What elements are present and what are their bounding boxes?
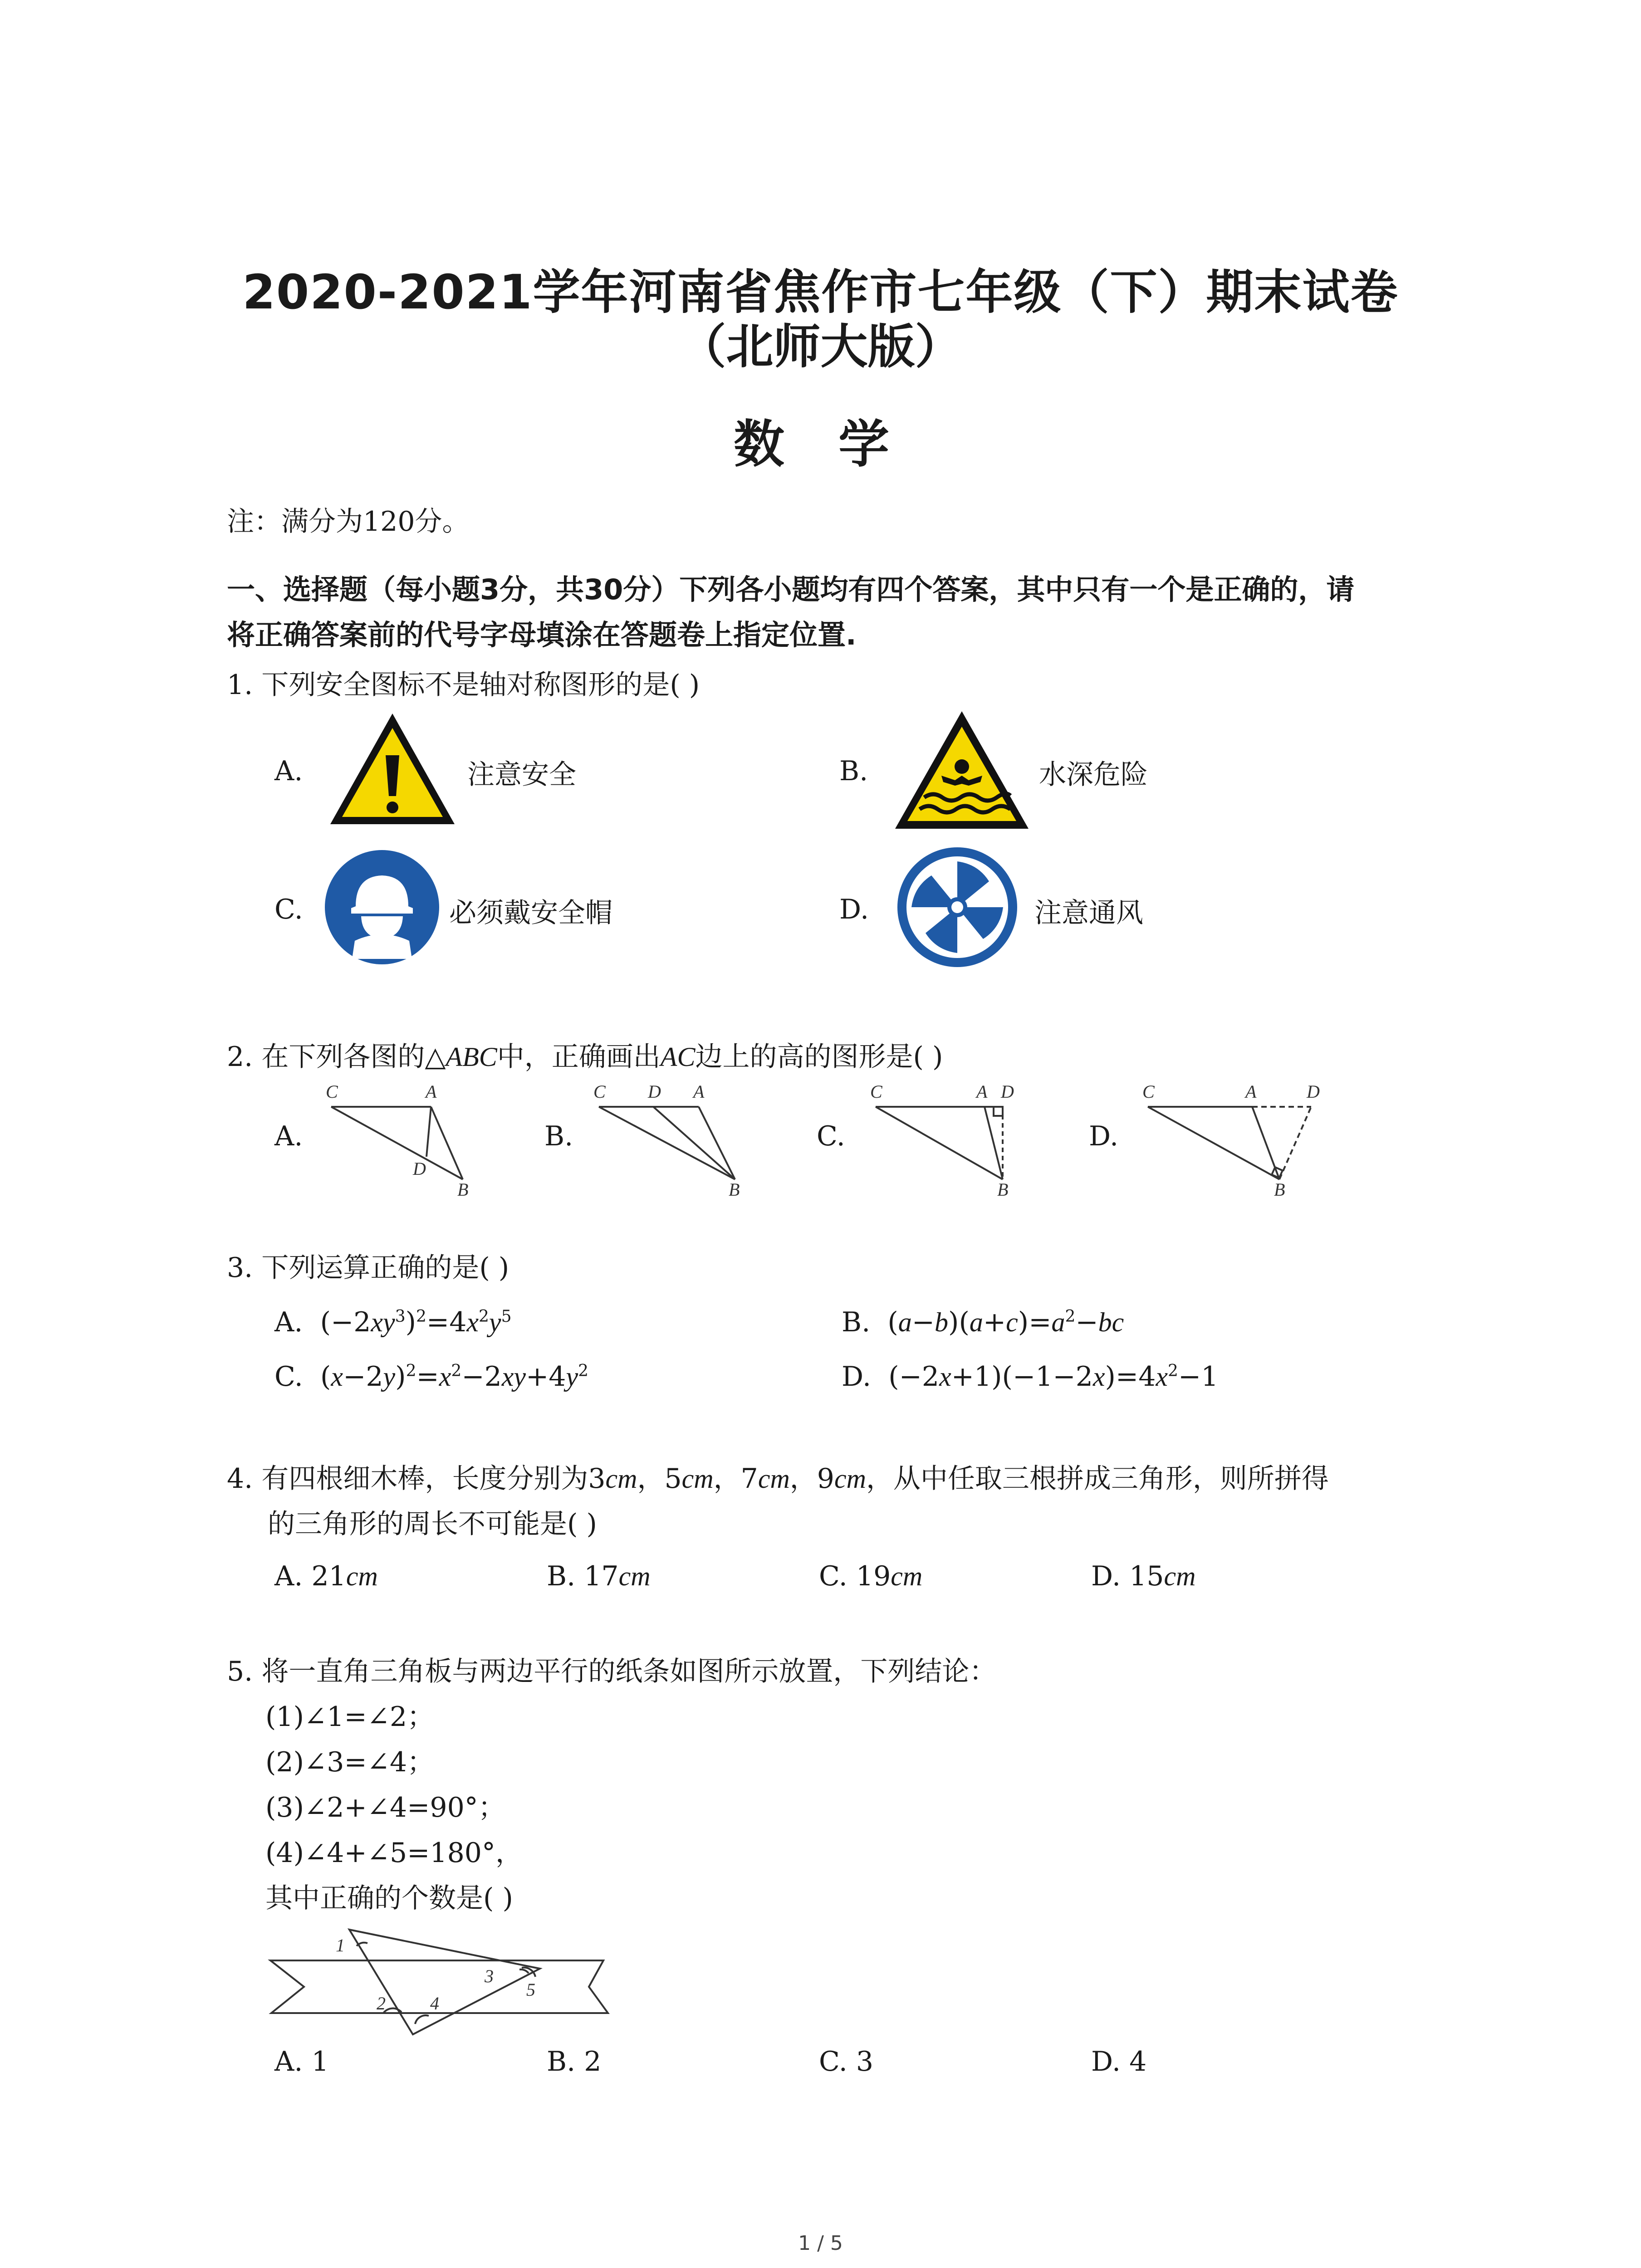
q2a-label-a: A [426,1081,437,1102]
q5-angle-label-2: 2 [377,1993,386,2014]
q1-option-b-letter: B. [839,755,868,787]
score-note: 注：满分为120分。 [227,506,470,538]
q1-option-c-letter: C. [274,894,303,925]
q3-option-b: B. $(a-b)(a+c)=a^2-bc$ [842,1306,1124,1338]
safety-helmet-icon [323,848,441,966]
q4-option-b: B. 17cm [547,1560,651,1592]
q2b-label-a: A [693,1081,705,1102]
q3-option-a-letter: A. [274,1306,303,1338]
q1-stem: 1. 下列安全图标不是轴对称图形的是( ) [227,669,700,701]
q5-item-4: (4)∠4+∠5=180°， [265,1837,523,1869]
q3-option-c: C. $(x-2y)^2=x^2-2xy+4y^2$ [274,1361,589,1393]
q5-angle-label-5: 5 [526,1980,535,2000]
q2-option-b-letter: B. [544,1120,573,1152]
q2a-label-d: D [413,1158,426,1179]
q1-option-d-caption: 注意通风 [1034,897,1143,929]
page-number: 1 / 5 [798,2232,843,2255]
q2d-label-c: C [1142,1081,1155,1102]
q2c-label-c: C [870,1081,882,1102]
q2b-label-d: D [648,1081,661,1102]
exam-edition: （北师大版） [679,319,962,374]
q3-option-b-letter: B. [842,1306,871,1338]
q3-option-d: D. $(-2x+1)(-1-2x)=4x^2-1$ [842,1361,1219,1393]
q1-option-d-letter: D. [839,894,869,925]
q2-figure-a [318,1080,481,1198]
deep-water-danger-icon [892,708,1032,832]
q2-stem-post: 边上的高的图形是( ) [695,1041,943,1073]
q5-angle-label-1: 1 [336,1935,345,1955]
q2-stem-pre: 2. 在下列各图的△ [227,1041,446,1073]
q2-figure-b [585,1080,749,1198]
q2c-label-a: A [976,1081,988,1102]
q2d-label-b: B [1274,1179,1285,1198]
q1-option-a-letter: A. [274,755,303,787]
q5-stem: 5. 将一直角三角板与两边平行的纸条如图所示放置，下列结论： [227,1656,997,1687]
q2-option-d-letter: D. [1089,1120,1119,1152]
q2a-label-c: C [326,1081,338,1102]
q5-item-3: (3)∠2+∠4=90°； [265,1792,505,1823]
q2-stem-abc: ABC [446,1042,497,1072]
q2-figure-c [862,1080,1025,1198]
exam-subject: 数 学 [734,415,907,474]
q3-stem: 3. 下列运算正确的是( ) [227,1252,509,1284]
q5-ask: 其中正确的个数是( ) [265,1882,513,1914]
q1-option-c-caption: 必须戴安全帽 [449,897,612,929]
q4-stem: 4. 有四根细木棒，长度分别为3cm，5cm，7cm，9cm，从中任取三根拼成三角形，则所拼得 [227,1463,1329,1495]
q5-item-1: (1)∠1=∠2； [265,1701,435,1733]
q2c-label-b: B [997,1179,1009,1198]
q2a-label-b: B [457,1179,469,1198]
q2-figure-d [1134,1080,1325,1198]
q2d-label-a: A [1245,1081,1257,1102]
q3-option-c-letter: C. [274,1361,303,1393]
q1-option-a-caption: 注意安全 [467,759,576,791]
q5-option-c: C. 3 [819,2046,874,2077]
q5-option-a: A. 1 [274,2046,329,2077]
warning-exclamation-icon [327,710,458,828]
section1-heading-line1: 一、选择题（每小题3分，共30分）下列各小题均有四个答案，其中只有一个是正确的，请 [227,573,1355,606]
q3-option-d-letter: D. [842,1361,872,1393]
q2d-label-d: D [1307,1081,1320,1102]
q4-option-d: D. 15cm [1091,1560,1196,1592]
q5-figure [268,1919,617,2041]
q2-stem-mid: 中，正确画出 [497,1041,661,1073]
q1-option-b-caption: 水深危险 [1039,759,1148,791]
q3-option-a: A. $(-2xy^3)^2=4x^2y^5$ [274,1306,512,1338]
q2-stem [227,1041,943,1073]
q5-angle-label-3: 3 [485,1966,494,1986]
q2-option-c-letter: C. [817,1120,845,1152]
q2-option-a-letter: A. [274,1120,303,1152]
q5-option-b: B. 2 [547,2046,602,2077]
ventilation-fan-icon [894,846,1021,968]
q4-option-a: A. 21cm [274,1560,378,1592]
q5-angle-label-4: 4 [430,1993,439,2014]
section1-heading-line2: 将正确答案前的代号字母填涂在答题卷上指定位置. [227,618,857,651]
q2c-label-d: D [1001,1081,1014,1102]
exam-title: 2020-2021学年河南省焦作市七年级（下）期末试卷 [242,264,1399,320]
q2b-label-c: C [593,1081,606,1102]
q5-option-d: D. 4 [1091,2046,1147,2077]
q2b-label-b: B [729,1179,740,1198]
q4-stem-line2: 的三角形的周长不可能是( ) [268,1508,597,1540]
q2-stem-ac: AC [660,1042,696,1072]
q5-item-2: (2)∠3=∠4； [265,1746,435,1778]
q4-option-c: C. 19cm [819,1560,923,1592]
